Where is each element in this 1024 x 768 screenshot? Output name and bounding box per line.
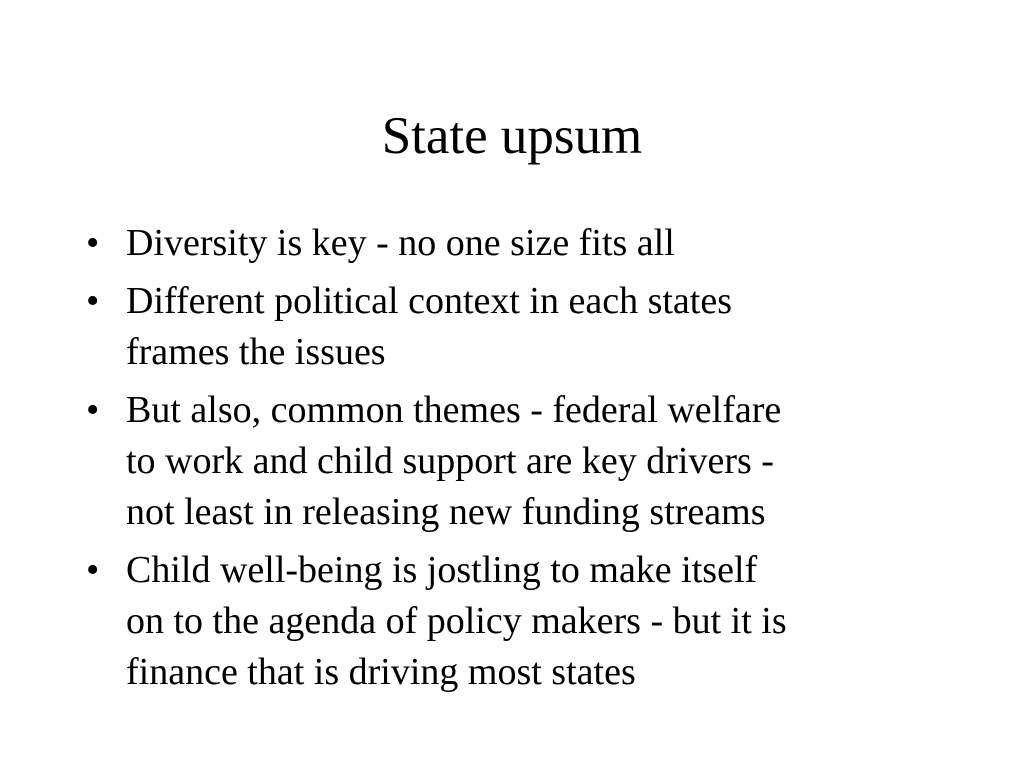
bullet-icon: • xyxy=(86,222,100,264)
bullet-item-child-well-being xyxy=(86,545,946,698)
bullet-text: But also, common themes - federal welfare to work and child support are key drivers - not least in releasing new funding streams xyxy=(126,389,782,533)
bullet-icon: • xyxy=(86,549,100,591)
bullet-list xyxy=(86,218,946,705)
bullet-text: Different political context in each states frames the issues xyxy=(126,280,733,373)
bullet-icon: • xyxy=(86,389,100,431)
bullet-text: Child well-being is jostling to make itself on to the agenda of policy makers - but it is finance that is driving most states xyxy=(126,549,787,693)
slide-title: State upsum xyxy=(381,107,643,165)
bullet-item-common-themes xyxy=(86,385,946,538)
bullet-item-political-context xyxy=(86,276,946,378)
bullet-icon: • xyxy=(86,280,100,322)
bullet-item-diversity xyxy=(86,218,946,269)
bullet-text: Diversity is key - no one size fits all xyxy=(126,222,675,264)
